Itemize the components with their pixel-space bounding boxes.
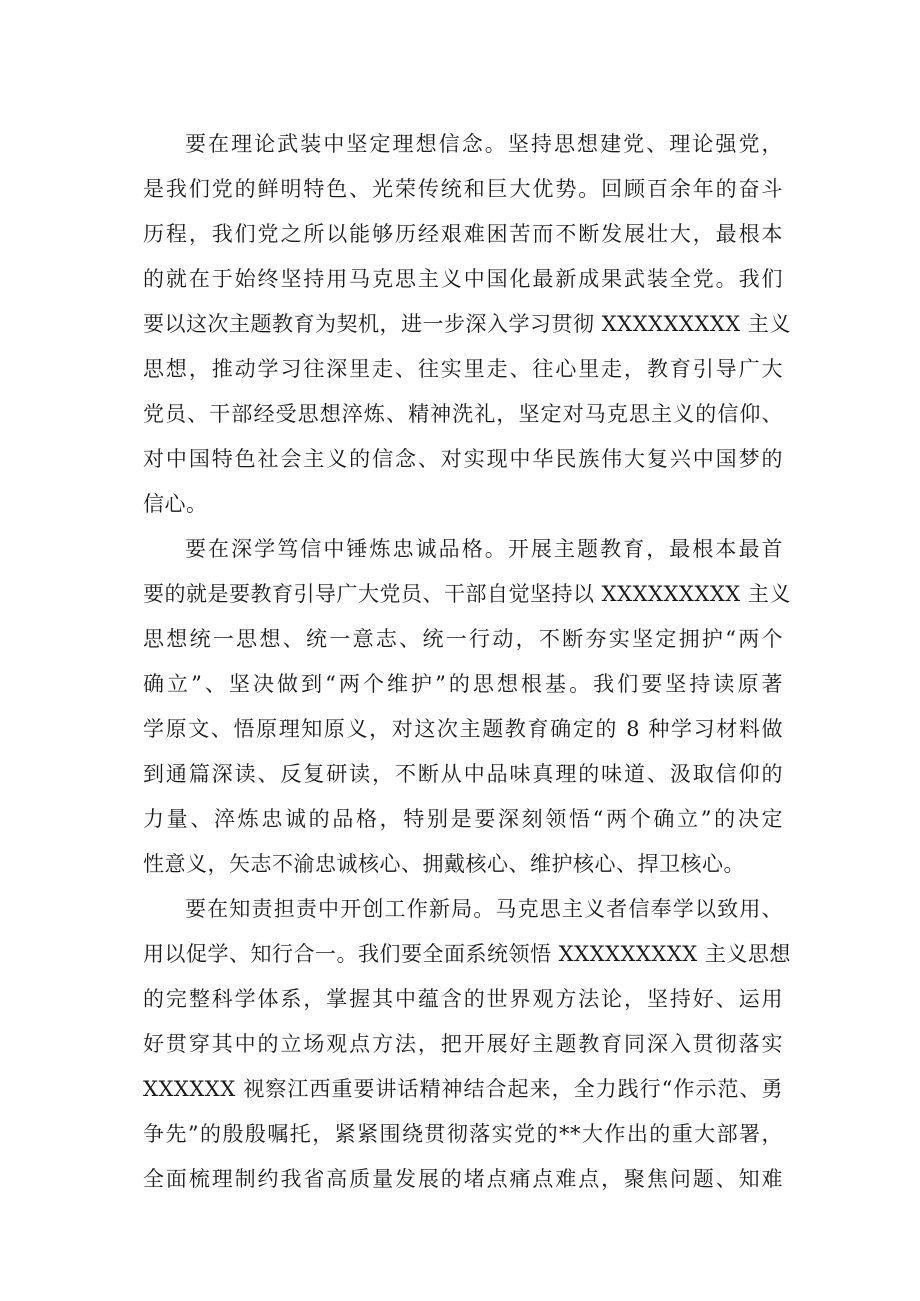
text-line: 历程，我们党之所以能够历经艰难困苦而不断发展壮大，最根本 xyxy=(143,222,783,246)
text-line: 确立”、坚决做到“两个维护”的思想根基。我们要坚持读原著 xyxy=(143,672,783,696)
text-line: 好贯穿其中的立场观点方法，把开展好主题教育同深入贯彻落实 xyxy=(143,1032,783,1056)
text-line: 思想统一思想、统一意志、统一行动，不断夯实坚定拥护“两个 xyxy=(143,627,783,651)
paragraph-1 xyxy=(143,122,791,527)
text-line: 争先”的殷殷嘱托，紧紧围绕贯彻落实党的**大作出的重大部署， xyxy=(143,1122,783,1146)
text-line: 性意义，矢志不渝忠诚核心、拥戴核心、维护核心、捍卫核心。 xyxy=(143,852,745,876)
text-line: 的完整科学体系，掌握其中蕴含的世界观方法论，坚持好、运用 xyxy=(143,987,783,1011)
text-line: 要在理论武装中坚定理想信念。坚持思想建党、理论强党， xyxy=(185,132,783,156)
text-line: 要的就是要教育引导广大党员、干部自觉坚持以 XXXXXXXXX 主义 xyxy=(143,582,791,606)
text-line: 思想，推动学习往深里走、往实里走、往心里走，教育引导广大 xyxy=(143,357,783,381)
text-line: 对中国特色社会主义的信念、对实现中华民族伟大复兴中国梦的 xyxy=(143,447,783,471)
text-line: XXXXXX 视察江西重要讲话精神结合起来，全力践行“作示范、勇 xyxy=(143,1077,783,1101)
text-line: 要以这次主题教育为契机，进一步深入学习贯彻 XXXXXXXXX 主义 xyxy=(143,312,791,336)
paragraph-3 xyxy=(143,887,791,1202)
text-line: 信心。 xyxy=(143,492,208,516)
text-line: 党员、干部经受思想淬炼、精神洗礼，坚定对马克思主义的信仰、 xyxy=(143,402,783,426)
text-line: 到通篇深读、反复研读，不断从中品味真理的味道、汲取信仰的 xyxy=(143,762,783,786)
paragraph-2 xyxy=(143,527,791,887)
text-line: 要在知责担责中开创工作新局。马克思主义者信奉学以致用、 xyxy=(185,897,783,921)
text-line: 用以促学、知行合一。我们要全面系统领悟 XXXXXXXXX 主义思想 xyxy=(143,942,791,966)
text-line: 学原文、悟原理知原义，对这次主题教育确定的 8 种学习材料做 xyxy=(143,717,783,741)
text-line: 要在深学笃信中锤炼忠诚品格。开展主题教育，最根本最首 xyxy=(185,537,783,561)
text-line: 的就在于始终坚持用马克思主义中国化最新成果武装全党。我们 xyxy=(143,267,783,291)
text-line: 全面梳理制约我省高质量发展的堵点痛点难点，聚焦问题、知难 xyxy=(143,1167,783,1191)
text-line: 是我们党的鲜明特色、光荣传统和巨大优势。回顾百余年的奋斗 xyxy=(143,177,783,201)
document-body xyxy=(143,122,791,1202)
text-line: 力量、淬炼忠诚的品格，特别是要深刻领悟“两个确立”的决定 xyxy=(143,807,783,831)
